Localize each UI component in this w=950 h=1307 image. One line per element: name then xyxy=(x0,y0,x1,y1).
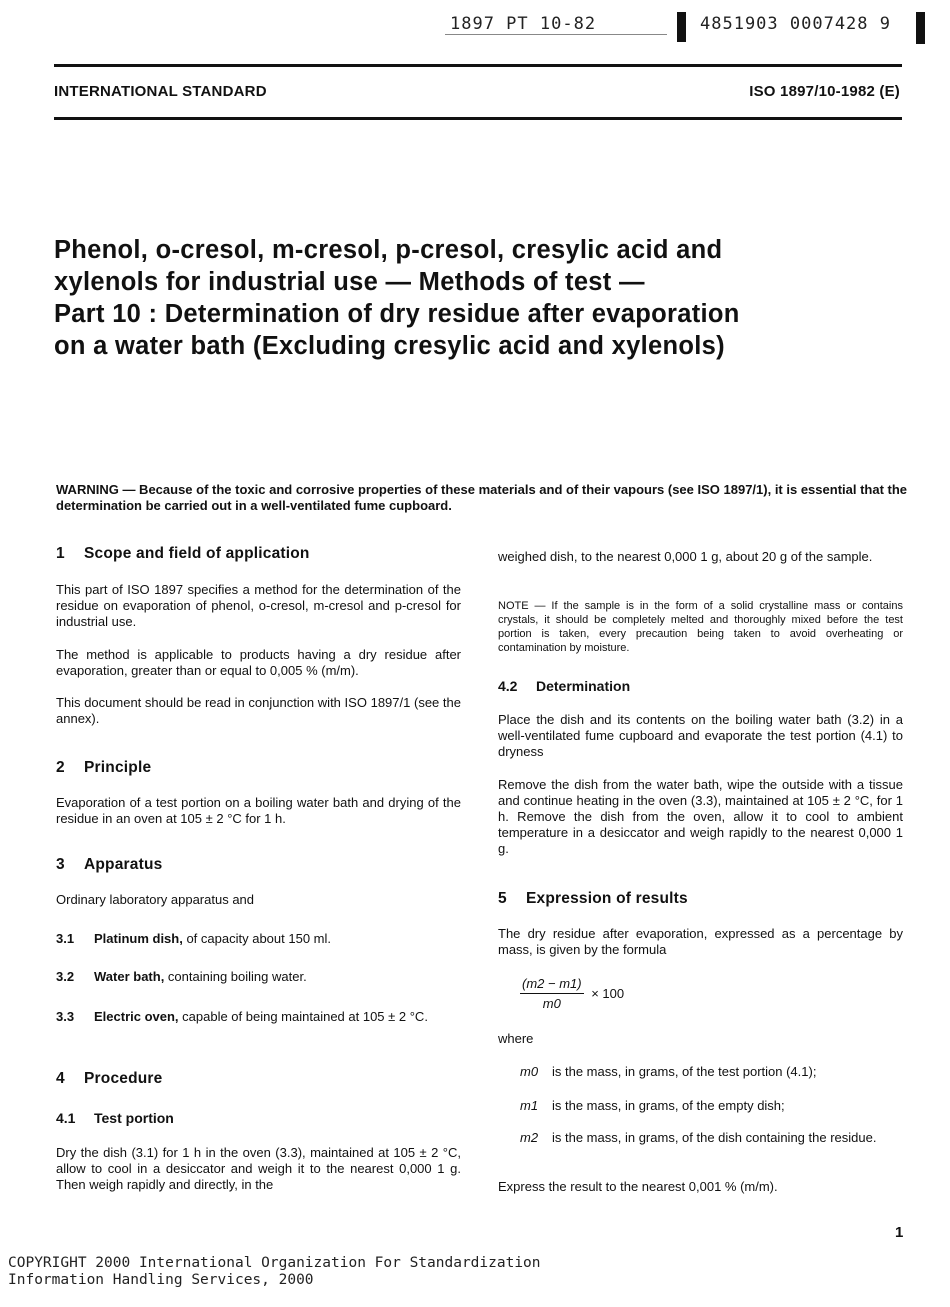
section-number: 2 xyxy=(56,759,65,776)
section-3-intro: Ordinary laboratory apparatus and xyxy=(56,892,255,907)
subsection-4-2-para-1: Place the dish and its contents on the boiling water bath (3.2) in a well-ventilated fume cupboard and evaporate the test portion (4.1) to dryness xyxy=(498,712,903,759)
section-1-para-2: The method is applicable to products having a dry residue after evaporation, greater than or equal to 0,005 % (m/m). xyxy=(56,647,461,678)
formula xyxy=(520,976,624,1011)
definition-m2 xyxy=(520,1130,902,1146)
section-1-para-1: This part of ISO 1897 specifies a method for the determination of the residue on evaporation of phenol, o-cresol, m-cresol and p-cresol for industrial use. xyxy=(56,582,461,629)
title-line-3: Part 10 : Determination of dry residue after evaporation xyxy=(54,300,740,328)
where-label: where xyxy=(498,1031,534,1046)
definition-symbol: m2 xyxy=(520,1130,539,1145)
item-number: 3.2 xyxy=(56,969,75,984)
section-title: Principle xyxy=(84,759,152,776)
subsection-4-1-heading xyxy=(56,1110,461,1126)
definition-text: is the mass, in grams, of the dish containing the residue. xyxy=(552,1130,877,1145)
apparatus-item xyxy=(56,969,461,985)
section-1-para-3: This document should be read in conjunction with ISO 1897/1 (see the annex). xyxy=(56,695,461,726)
item-term: Platinum dish, xyxy=(94,931,183,946)
scan-code-left: 1897 PT 10-82 xyxy=(450,14,597,34)
subsection-title: Test portion xyxy=(94,1110,174,1126)
item-text: of capacity about 150 ml. xyxy=(182,931,331,946)
section-2-para-1: Evaporation of a test portion on a boiling water bath and drying of the residue in an oven at 105 ± 2 °C for 1 h. xyxy=(56,795,461,826)
scan-bar-right xyxy=(916,12,925,44)
definition-text: is the mass, in grams, of the test portion (4.1); xyxy=(552,1064,817,1079)
apparatus-item xyxy=(56,1009,461,1025)
subsection-number: 4.1 xyxy=(56,1110,76,1126)
section-3-heading xyxy=(56,857,461,873)
section-2-heading xyxy=(56,760,461,776)
standard-number: ISO 1897/10-1982 (E) xyxy=(749,83,900,100)
section-number: 5 xyxy=(498,890,507,907)
definition-m1 xyxy=(520,1098,902,1114)
subsection-4-2-para-2: Remove the dish from the water bath, wipe the outside with a tissue and continue heating in the oven (3.3), maintained at 105 ± 2 °C, for 1 h. Remove the dish from the oven, allow it to cool to ambient temperature in a desiccator and weigh rapidly to the nearest 0,000 1 g. xyxy=(498,777,903,856)
formula-numerator: (m2 − m1) xyxy=(520,976,584,994)
section-number: 1 xyxy=(56,545,65,562)
item-number: 3.3 xyxy=(56,1009,75,1024)
title-line-1: Phenol, o-cresol, m-cresol, p-cresol, cresylic acid and xyxy=(54,236,723,264)
header-rule-bottom xyxy=(54,117,902,120)
section-5-heading xyxy=(498,891,903,907)
subsection-4-2-heading xyxy=(498,678,903,694)
section-title: Procedure xyxy=(84,1070,163,1087)
title-line-2: xylenols for industrial use — Methods of test — xyxy=(54,268,645,296)
page-number: 1 xyxy=(895,1224,904,1241)
subsection-4-1-para-cont: weighed dish, to the nearest 0,000 1 g, about 20 g of the sample. xyxy=(498,549,873,564)
header-rule-top xyxy=(54,64,902,67)
section-title: Expression of results xyxy=(526,890,688,907)
item-text: containing boiling water. xyxy=(164,969,307,984)
item-term: Water bath, xyxy=(94,969,165,984)
formula-denominator: m0 xyxy=(542,996,561,1011)
section-number: 3 xyxy=(56,856,65,873)
definition-symbol: m1 xyxy=(520,1098,539,1113)
subsection-number: 4.2 xyxy=(498,678,518,694)
copyright-line-2: Information Handling Services, 2000 xyxy=(8,1272,314,1288)
warning-text: WARNING — Because of the toxic and corrosive properties of these materials and of their vapours (see ISO 1897/1), it is essential that the determination be carried out in a well-ventilated fume cupboard. xyxy=(56,482,908,513)
copyright-notice xyxy=(8,1255,541,1289)
copyright-line-1: COPYRIGHT 2000 International Organization For Standardization xyxy=(8,1255,541,1271)
note-text: NOTE — If the sample is in the form of a solid crystalline mass or contains crystals, it should be completely melted and thoroughly mixed before the test portion is taken, every precaution being taken to avoid overheating or contamination by moisture. xyxy=(498,600,903,654)
formula-fraction xyxy=(520,976,584,1011)
definition-symbol: m0 xyxy=(520,1064,539,1079)
item-text: capable of being maintained at 105 ± 2 °C. xyxy=(178,1009,428,1024)
section-1-heading xyxy=(56,546,461,562)
subsection-4-1-para: Dry the dish (3.1) for 1 h in the oven (3.3), maintained at 105 ± 2 °C, allow to cool in a desiccator and weigh it to the nearest 0,000 1 g. Then weigh rapidly and directly, in the xyxy=(56,1145,461,1192)
section-number: 4 xyxy=(56,1070,65,1087)
scan-code-right: 4851903 0007428 9 xyxy=(700,14,891,34)
title-line-4: on a water bath (Excluding cresylic acid and xylenols) xyxy=(54,332,725,360)
document-title xyxy=(54,234,914,362)
scan-bar-left xyxy=(677,12,686,42)
apparatus-item xyxy=(56,931,461,947)
section-4-heading xyxy=(56,1071,461,1087)
section-5-para-1: The dry residue after evaporation, expressed as a percentage by mass, is given by the formula xyxy=(498,926,903,957)
item-number: 3.1 xyxy=(56,931,75,946)
item-term: Electric oven, xyxy=(94,1009,179,1024)
subsection-title: Determination xyxy=(536,678,631,694)
section-title: Scope and field of application xyxy=(84,545,310,562)
section-title: Apparatus xyxy=(84,856,163,873)
definition-text: is the mass, in grams, of the empty dish; xyxy=(552,1098,785,1113)
scan-underline xyxy=(445,34,667,35)
formula-multiplier: × 100 xyxy=(591,986,625,1001)
definition-m0 xyxy=(520,1064,902,1080)
section-5-final: Express the result to the nearest 0,001 % (m/m). xyxy=(498,1179,778,1194)
standard-label: INTERNATIONAL STANDARD xyxy=(54,83,267,100)
